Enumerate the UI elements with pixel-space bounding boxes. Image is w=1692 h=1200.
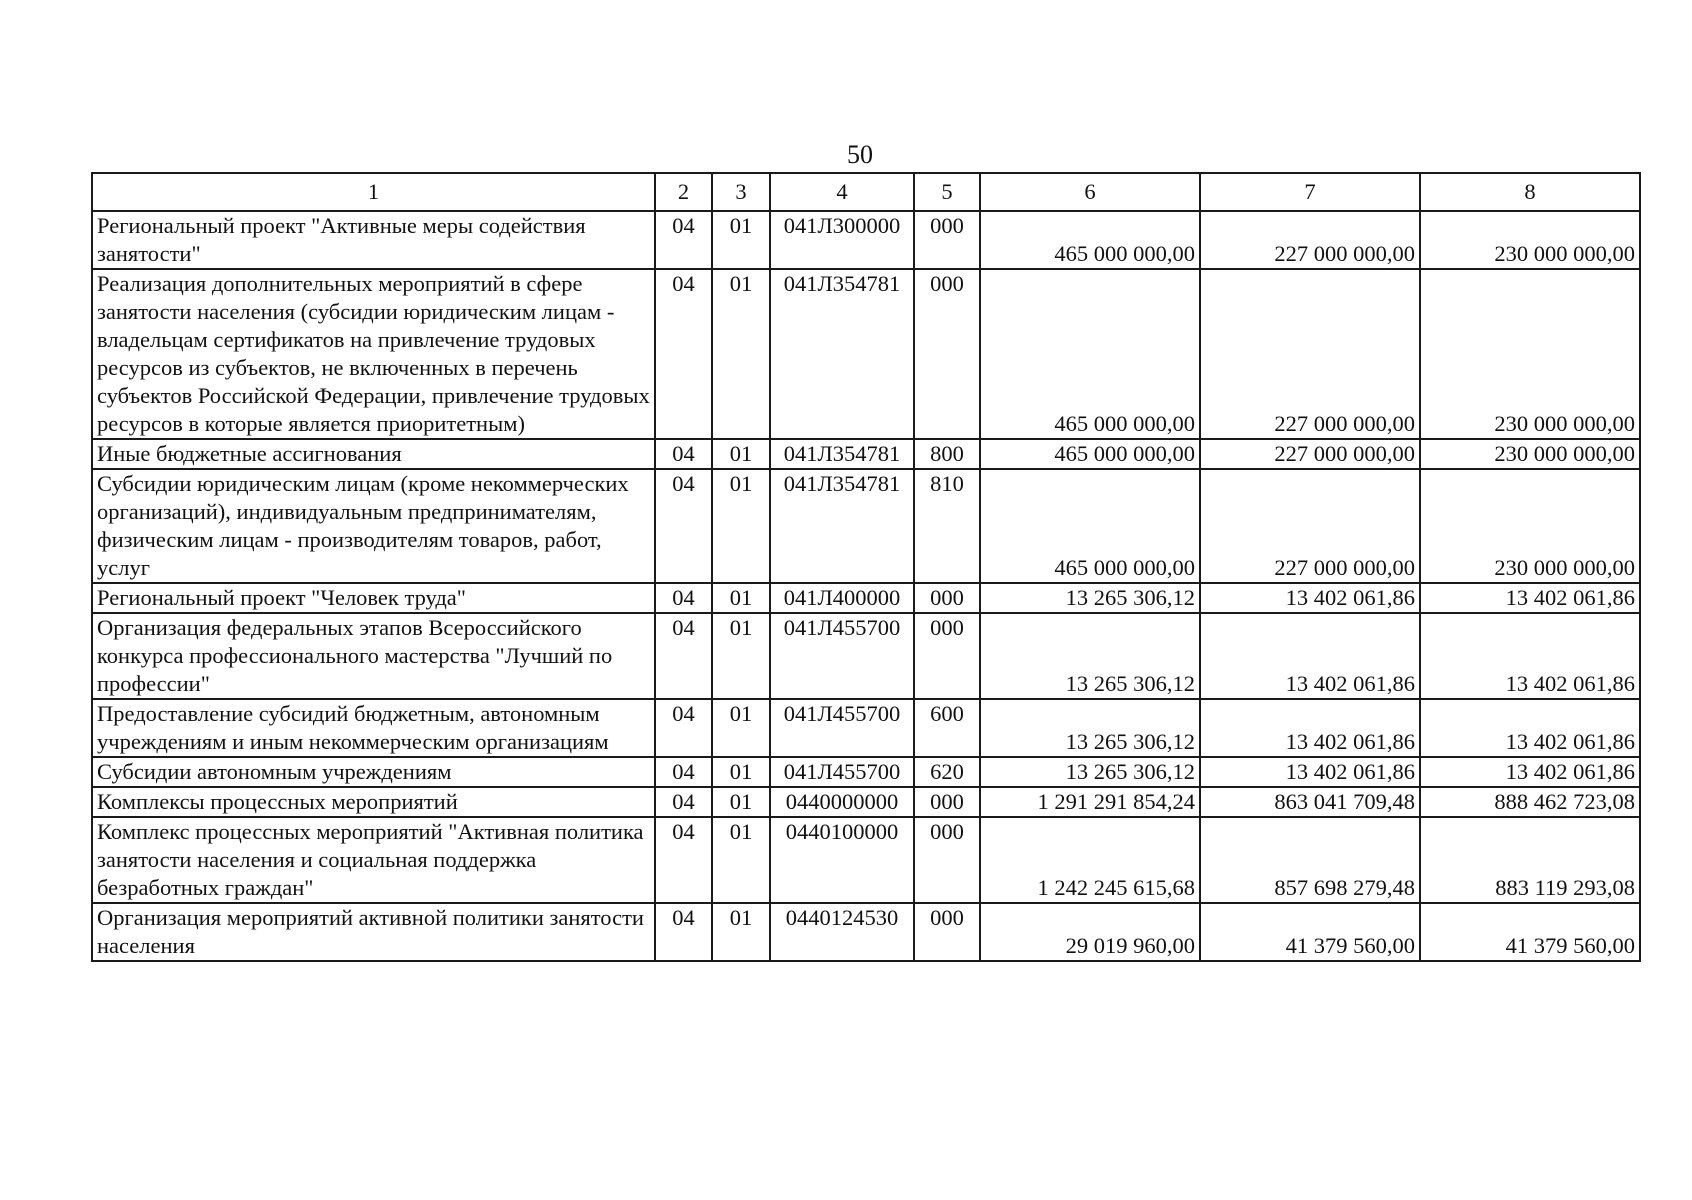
row-amount-col8: 230 000 000,00 [1420, 269, 1640, 439]
row-section-code: 04 [655, 699, 712, 757]
header-cell-2: 2 [655, 173, 712, 211]
row-expense-type-code: 000 [914, 817, 980, 903]
row-amount-col8: 13 402 061,86 [1420, 613, 1640, 699]
row-amount-col6: 13 265 306,12 [980, 583, 1200, 613]
row-expense-type-code: 000 [914, 583, 980, 613]
row-amount-col7: 227 000 000,00 [1200, 269, 1420, 439]
header-cell-6: 6 [980, 173, 1200, 211]
header-cell-7: 7 [1200, 173, 1420, 211]
row-expense-type-code: 000 [914, 613, 980, 699]
row-target-item-code: 041Л354781 [770, 439, 914, 469]
row-name: Предоставление субсидий бюджетным, автономным учреждениям и иным некоммерческим организациям [92, 699, 655, 757]
page-number: 50 [847, 140, 873, 169]
row-name: Реализация дополнительных мероприятий в сфере занятости населения (субсидии юридическим лицам - владельцам сертификатов на привлечение трудовых ресурсов из субъектов, не включенных в перечень субъектов Российской Федерации, привлечение трудовых ресурсов в которые является приоритетным) [92, 269, 655, 439]
row-subsection-code: 01 [712, 269, 770, 439]
row-amount-col8: 230 000 000,00 [1420, 439, 1640, 469]
table-row [92, 469, 1640, 583]
row-section-code: 04 [655, 583, 712, 613]
row-section-code: 04 [655, 787, 712, 817]
row-expense-type-code: 000 [914, 903, 980, 961]
row-amount-col8: 230 000 000,00 [1420, 211, 1640, 269]
row-name: Региональный проект "Активные меры содействия занятости" [92, 211, 655, 269]
row-target-item-code: 041Л400000 [770, 583, 914, 613]
row-target-item-code: 041Л354781 [770, 269, 914, 439]
row-amount-col7: 13 402 061,86 [1200, 613, 1420, 699]
row-name: Субсидии автономным учреждениям [92, 757, 655, 787]
row-amount-col6: 1 291 291 854,24 [980, 787, 1200, 817]
row-expense-type-code: 000 [914, 211, 980, 269]
row-amount-col8: 13 402 061,86 [1420, 757, 1640, 787]
row-target-item-code: 041Л455700 [770, 613, 914, 699]
row-name: Региональный проект "Человек труда" [92, 583, 655, 613]
row-amount-col6: 465 000 000,00 [980, 211, 1200, 269]
row-subsection-code: 01 [712, 903, 770, 961]
table-row [92, 757, 1640, 787]
row-amount-col7: 227 000 000,00 [1200, 211, 1420, 269]
table-row [92, 583, 1640, 613]
row-amount-col7: 863 041 709,48 [1200, 787, 1420, 817]
table-row [92, 211, 1640, 269]
row-amount-col7: 857 698 279,48 [1200, 817, 1420, 903]
row-target-item-code: 041Л455700 [770, 757, 914, 787]
row-expense-type-code: 810 [914, 469, 980, 583]
row-amount-col7: 41 379 560,00 [1200, 903, 1420, 961]
row-amount-col6: 13 265 306,12 [980, 757, 1200, 787]
row-amount-col6: 465 000 000,00 [980, 269, 1200, 439]
table-row [92, 439, 1640, 469]
row-expense-type-code: 620 [914, 757, 980, 787]
header-cell-1: 1 [92, 173, 655, 211]
row-amount-col7: 13 402 061,86 [1200, 757, 1420, 787]
row-section-code: 04 [655, 439, 712, 469]
row-subsection-code: 01 [712, 757, 770, 787]
row-target-item-code: 0440100000 [770, 817, 914, 903]
header-row [92, 173, 1640, 211]
row-name: Комплекс процессных мероприятий "Активная политика занятости населения и социальная поддержка безработных граждан" [92, 817, 655, 903]
header-cell-5: 5 [914, 173, 980, 211]
row-amount-col6: 13 265 306,12 [980, 699, 1200, 757]
row-target-item-code: 041Л300000 [770, 211, 914, 269]
row-section-code: 04 [655, 613, 712, 699]
row-name: Субсидии юридическим лицам (кроме некоммерческих организаций), индивидуальным предпринимателям, физическим лицам - производителям товаров, работ, услуг [92, 469, 655, 583]
row-expense-type-code: 000 [914, 787, 980, 817]
row-target-item-code: 0440000000 [770, 787, 914, 817]
row-section-code: 04 [655, 903, 712, 961]
row-subsection-code: 01 [712, 699, 770, 757]
row-subsection-code: 01 [712, 817, 770, 903]
row-amount-col8: 888 462 723,08 [1420, 787, 1640, 817]
header-cell-4: 4 [770, 173, 914, 211]
table-row [92, 787, 1640, 817]
table-row [92, 269, 1640, 439]
row-name: Иные бюджетные ассигнования [92, 439, 655, 469]
row-amount-col6: 13 265 306,12 [980, 613, 1200, 699]
row-amount-col7: 13 402 061,86 [1200, 699, 1420, 757]
row-subsection-code: 01 [712, 211, 770, 269]
row-expense-type-code: 000 [914, 269, 980, 439]
row-amount-col7: 227 000 000,00 [1200, 469, 1420, 583]
row-amount-col8: 13 402 061,86 [1420, 583, 1640, 613]
row-name: Организация мероприятий активной политики занятости населения [92, 903, 655, 961]
row-amount-col6: 1 242 245 615,68 [980, 817, 1200, 903]
row-expense-type-code: 600 [914, 699, 980, 757]
row-subsection-code: 01 [712, 787, 770, 817]
table-row [92, 817, 1640, 903]
row-amount-col8: 230 000 000,00 [1420, 469, 1640, 583]
row-name: Комплексы процессных мероприятий [92, 787, 655, 817]
row-subsection-code: 01 [712, 613, 770, 699]
row-name: Организация федеральных этапов Всероссийского конкурса профессионального мастерства "Лучший по профессии" [92, 613, 655, 699]
row-amount-col6: 465 000 000,00 [980, 439, 1200, 469]
row-section-code: 04 [655, 757, 712, 787]
row-target-item-code: 041Л354781 [770, 469, 914, 583]
header-cell-8: 8 [1420, 173, 1640, 211]
table-row [92, 903, 1640, 961]
row-amount-col8: 13 402 061,86 [1420, 699, 1640, 757]
row-amount-col7: 13 402 061,86 [1200, 583, 1420, 613]
budget-table [91, 172, 1641, 962]
row-target-item-code: 0440124530 [770, 903, 914, 961]
row-section-code: 04 [655, 817, 712, 903]
header-cell-3: 3 [712, 173, 770, 211]
row-subsection-code: 01 [712, 439, 770, 469]
row-amount-col6: 465 000 000,00 [980, 469, 1200, 583]
row-section-code: 04 [655, 211, 712, 269]
row-target-item-code: 041Л455700 [770, 699, 914, 757]
row-subsection-code: 01 [712, 583, 770, 613]
row-subsection-code: 01 [712, 469, 770, 583]
row-amount-col7: 227 000 000,00 [1200, 439, 1420, 469]
table-row [92, 699, 1640, 757]
row-amount-col6: 29 019 960,00 [980, 903, 1200, 961]
row-section-code: 04 [655, 469, 712, 583]
row-expense-type-code: 800 [914, 439, 980, 469]
table-row [92, 613, 1640, 699]
row-amount-col8: 883 119 293,08 [1420, 817, 1640, 903]
row-section-code: 04 [655, 269, 712, 439]
row-amount-col8: 41 379 560,00 [1420, 903, 1640, 961]
